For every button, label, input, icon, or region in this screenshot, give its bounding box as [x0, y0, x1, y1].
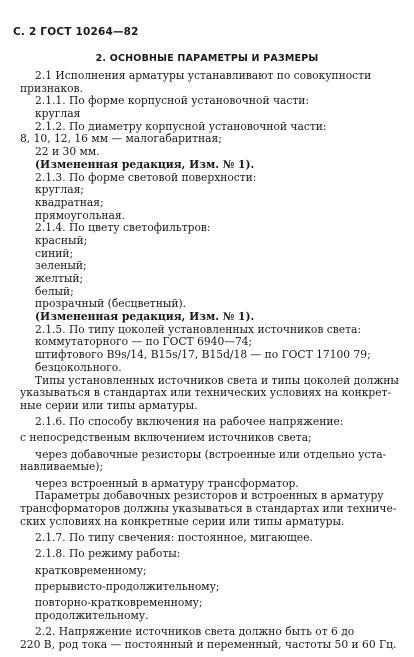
text-line: прозрачный (бесцветный). [35, 298, 187, 311]
text-line: коммутаторного — по ГОСТ 6940—74; [35, 336, 253, 349]
text-line: 2.1 Исполнения арматуры устанавливают по совокупности [35, 70, 372, 82]
text-line: 2.1.1. По форме корпусной установочной части: [35, 95, 310, 108]
document-body [20, 70, 404, 652]
text-line: с непосредственым включением источников света; [20, 432, 312, 445]
text-line: 22 и 30 мм. [35, 146, 100, 159]
text-line: круглая [35, 108, 81, 121]
section-title: 2. ОСНОВНЫЕ ПАРАМЕТРЫ И РАЗМЕРЫ [95, 53, 319, 64]
text-line: трансформаторов должны указываться в стандартах или техниче- [20, 503, 397, 516]
text-line: повторно-кратковременному; [35, 597, 203, 610]
text-line: 2.1.4. По цвету светофильтров: [35, 222, 211, 235]
text-line: признаков. [20, 82, 83, 95]
text-line: навливаемые); [20, 461, 104, 474]
page-header: С. 2 ГОСТ 10264—82 [13, 26, 139, 38]
revision-note: (Измененная редакция, Изм. № 1). [35, 158, 255, 171]
text-line: 2.1.6. По способу включения на рабочее напряжение: [35, 416, 344, 429]
text-line: зеленый; [35, 260, 87, 273]
text-line: через добавочные резисторы (встроенные или отдельно уста- [35, 448, 387, 461]
text-line: безцокольного. [35, 361, 122, 374]
text-line: 2.1.5. По типу цоколей установленных источников света: [35, 323, 361, 336]
text-line: синий; [35, 247, 74, 260]
text-line: красный; [35, 234, 88, 247]
text-line: 2.1.7. По типу свечения: постоянное, мигающее. [35, 532, 313, 545]
text-line: белый; [35, 285, 74, 298]
text-line: желтый; [35, 273, 84, 285]
text-line: Типы установленных источников света и типы цоколей должны [35, 374, 399, 387]
text-line: 2.1.2. По диаметру корпусной установочной части: [35, 120, 327, 133]
text-line: штифтового B9s/14, B15s/17, B15d/18 — по ГОСТ 17100 79; [35, 349, 371, 362]
text-line: круглая; [35, 184, 84, 197]
text-line: 2.1.3. По форме световой поверхности: [35, 171, 257, 184]
text-line: квадратная; [35, 196, 104, 209]
text-line: 220 В, род тока — постоянный и переменный, частоты 50 и 60 Гц. [20, 638, 397, 651]
text-line: ные серии или типы арматуры. [20, 399, 198, 412]
revision-note: (Измененная редакция, Изм. № 1). [35, 311, 255, 324]
text-line: 2.1.8. По режиму работы: [35, 548, 181, 561]
text-line: Параметры добавочных резисторов и встроенных в арматуру [35, 490, 384, 503]
text-line: 2.2. Напряжение источников света должно быть от 6 до [35, 626, 355, 639]
text-line: прерывисто-продолжительному; [35, 580, 220, 593]
text-line: указываться в стандартах или технических условиях на конкрет- [20, 387, 392, 400]
text-line: прямоугольная. [35, 209, 126, 222]
text-line: 8, 10, 12, 16 мм — малогабаритная; [20, 133, 222, 146]
text-line: ских условиях на конкретные серии или типы арматуры. [20, 515, 345, 528]
text-line: кратковременному; [35, 564, 147, 577]
text-line: через встроенный в арматуру трансформатор. [35, 477, 299, 490]
text-line: продолжительному. [35, 609, 149, 622]
